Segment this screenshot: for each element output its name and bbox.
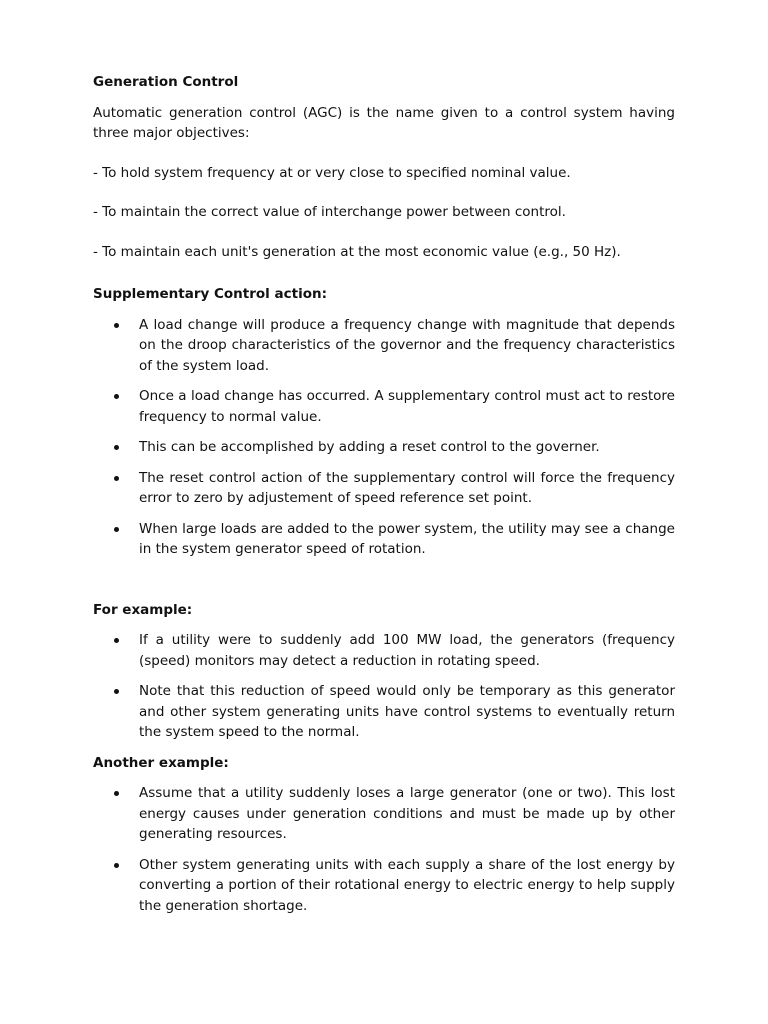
objective-item: - To hold system frequency at or very close to specified nominal value. <box>93 164 571 181</box>
list-item <box>93 315 675 377</box>
list-item <box>93 681 675 743</box>
list-item-text: Assume that a utility suddenly loses a large generator (one or two). This lost energy causes under generation conditions and must be made up by other generating resources. <box>139 785 675 842</box>
example-list <box>93 630 675 743</box>
list-item-text: The reset control action of the supplementary control will force the frequency error to zero by adjustement of speed reference set point. <box>139 469 675 506</box>
list-item <box>93 468 675 509</box>
another-example-list <box>93 783 675 916</box>
objective-item: - To maintain the correct value of interchange power between control. <box>93 204 566 220</box>
bullet-icon <box>114 476 119 481</box>
another-example-heading: Another example: <box>93 754 229 771</box>
example-heading: For example: <box>93 601 193 618</box>
list-item-text: This can be accomplished by adding a reset control to the governer. <box>139 439 600 455</box>
list-item <box>93 386 675 427</box>
bullet-icon <box>114 638 119 643</box>
list-item-text: If a utility were to suddenly add 100 MW load, the generators (frequency (speed) monitors may detect a reduction in rotating speed. <box>139 632 675 669</box>
supplementary-heading: Supplementary Control action: <box>93 286 327 302</box>
bullet-icon <box>114 791 119 796</box>
list-item-text: Once a load change has occurred. A supplementary control must act to restore frequency to normal value. <box>139 388 675 425</box>
supplementary-list <box>93 315 675 560</box>
bullet-icon <box>114 863 119 868</box>
list-item <box>93 855 675 917</box>
objective-item: - To maintain each unit's generation at the most economic value (e.g., 50 Hz). <box>93 243 621 260</box>
list-item-text: Other system generating units with each supply a share of the lost energy by converting a portion of their rotational energy to electric energy to help supply the generation shortage. <box>139 856 675 914</box>
list-item <box>93 630 675 671</box>
list-item <box>93 437 675 458</box>
list-item-text: Note that this reduction of speed would only be temporary as this generator and other system generating units have control systems to eventually return the system speed to the normal. <box>139 683 675 740</box>
list-item <box>93 519 675 560</box>
document-page <box>93 70 675 916</box>
list-item-text: When large loads are added to the power system, the utility may see a change in the system generator speed of rotation. <box>139 520 675 557</box>
bullet-icon <box>114 527 119 532</box>
intro-paragraph: Automatic generation control (AGC) is the name given to a control system having three major objectives: <box>93 104 675 141</box>
list-item <box>93 783 675 845</box>
bullet-icon <box>114 445 119 450</box>
document-title: Generation Control <box>93 74 239 90</box>
bullet-icon <box>114 323 119 328</box>
list-item-text: A load change will produce a frequency change with magnitude that depends on the droop characteristics of the governor and the frequency characteristics of the system load. <box>139 316 675 374</box>
bullet-icon <box>114 689 119 694</box>
bullet-icon <box>114 394 119 399</box>
